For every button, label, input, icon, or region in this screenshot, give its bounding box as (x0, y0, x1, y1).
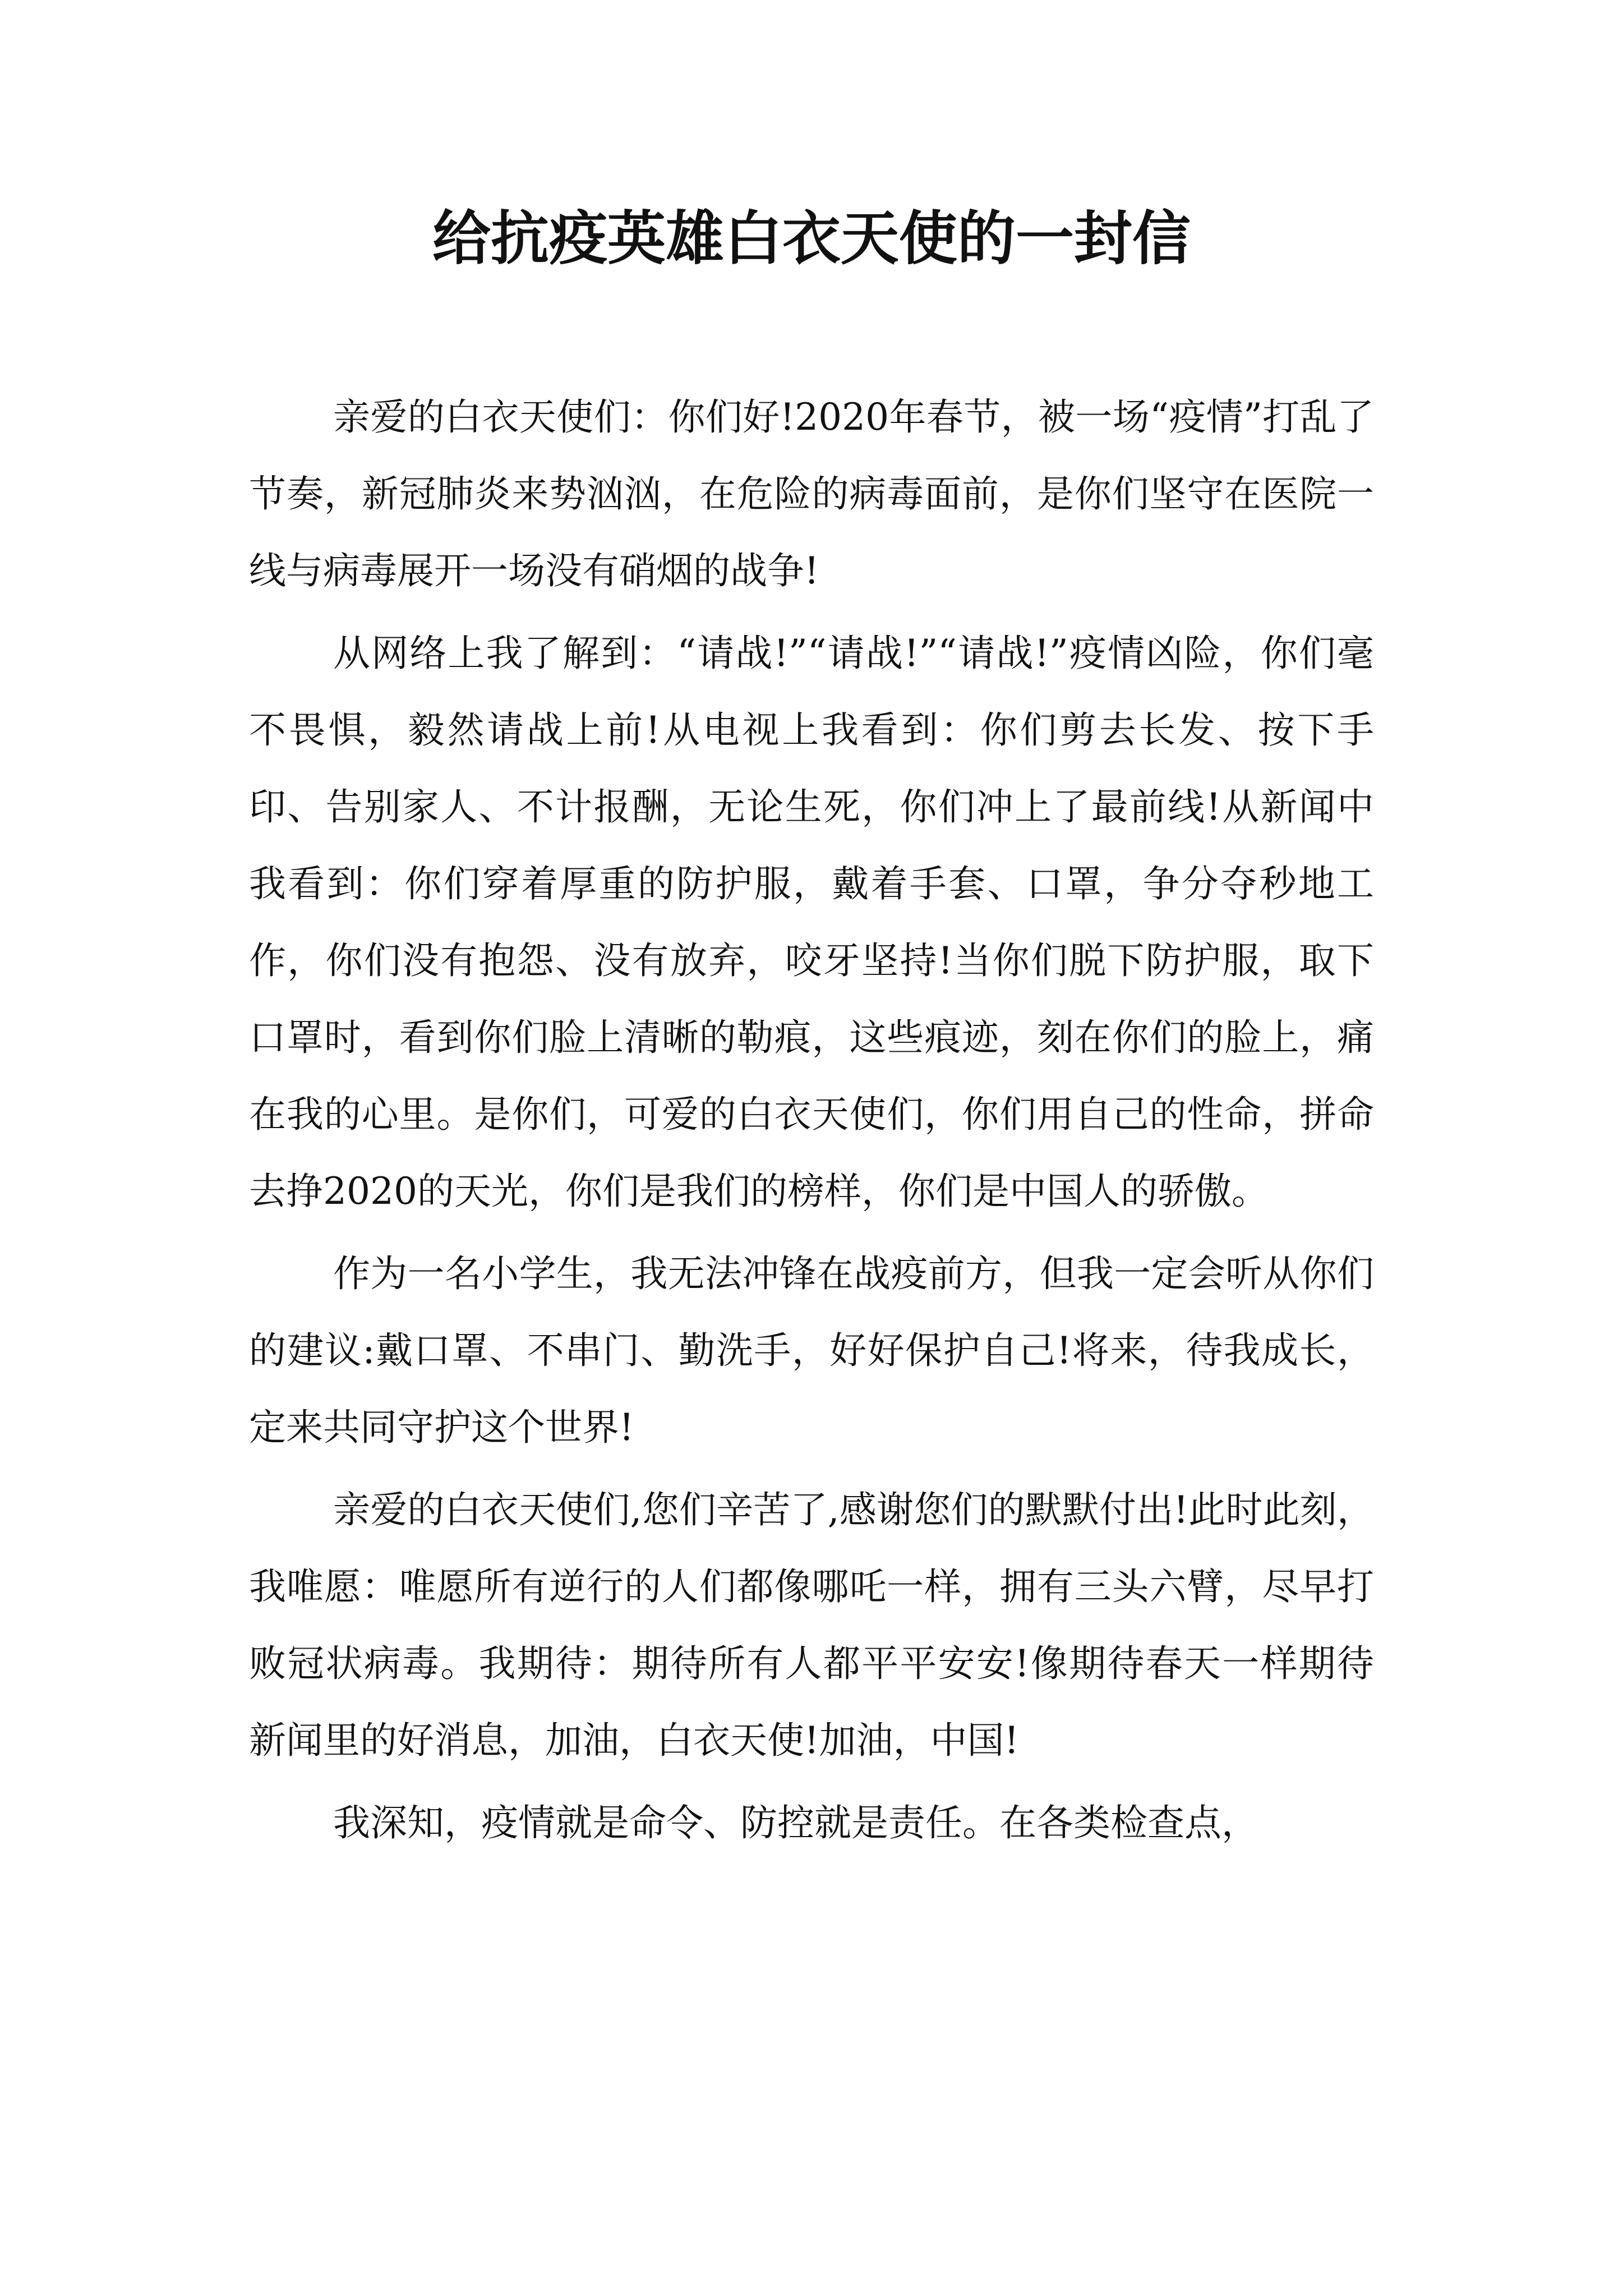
paragraph: 从网络上我了解到：“请战!”“请战!”“请战!”疫情凶险，你们毫不畏惧，毅然请战上前!从电视上我看到：你们剪去长发、按下手印、告别家人、不计报酬，无论生死，你们冲上了最前线!从新闻中我看到：你们穿着厚重的防护服，戴着手套、口罩，争分夺秒地工作，你们没有抱怨、没有放弃，咬牙坚持!当你们脱下防护服，取下口罩时，看到你们脸上清晰的勒痕，这些痕迹，刻在你们的脸上，痛在我的心里。是你们，可爱的白衣天使们，你们用自己的性命，拼命去挣2020的天光，你们是我们的榜样，你们是中国人的骄傲。 (249, 632, 1374, 1213)
paragraph: 我深知，疫情就是命令、防控就是责任。在各类检查点， (333, 1801, 1258, 1844)
paragraph: 亲爱的白衣天使们,您们辛苦了,感谢您们的默默付出!此时此刻，我唯愿：唯愿所有逆行的人们都像哪吒一样，拥有三头六臂，尽早打败冠状病毒。我期待：期待所有人都平平安安!像期待春天一样期待新闻里的好消息，加油，白衣天使!加油，中国! (249, 1488, 1374, 1762)
document-body (249, 379, 1374, 1867)
paragraph: 亲爱的白衣天使们：你们好!2020年春节，被一场“疫情”打乱了节奏，新冠肺炎来势汹汹，在危险的病毒面前，是你们坚守在医院一线与病毒展开一场没有硝烟的战争! (249, 395, 1374, 592)
document-title: 给抗疫英雄白衣天使的一封信 (432, 204, 1191, 273)
paragraph: 作为一名小学生，我无法冲锋在战疫前方，但我一定会听从你们的建议:戴口罩、不串门、勤洗手，好好保护自己!将来，待我成长，定来共同守护这个世界! (249, 1252, 1374, 1449)
